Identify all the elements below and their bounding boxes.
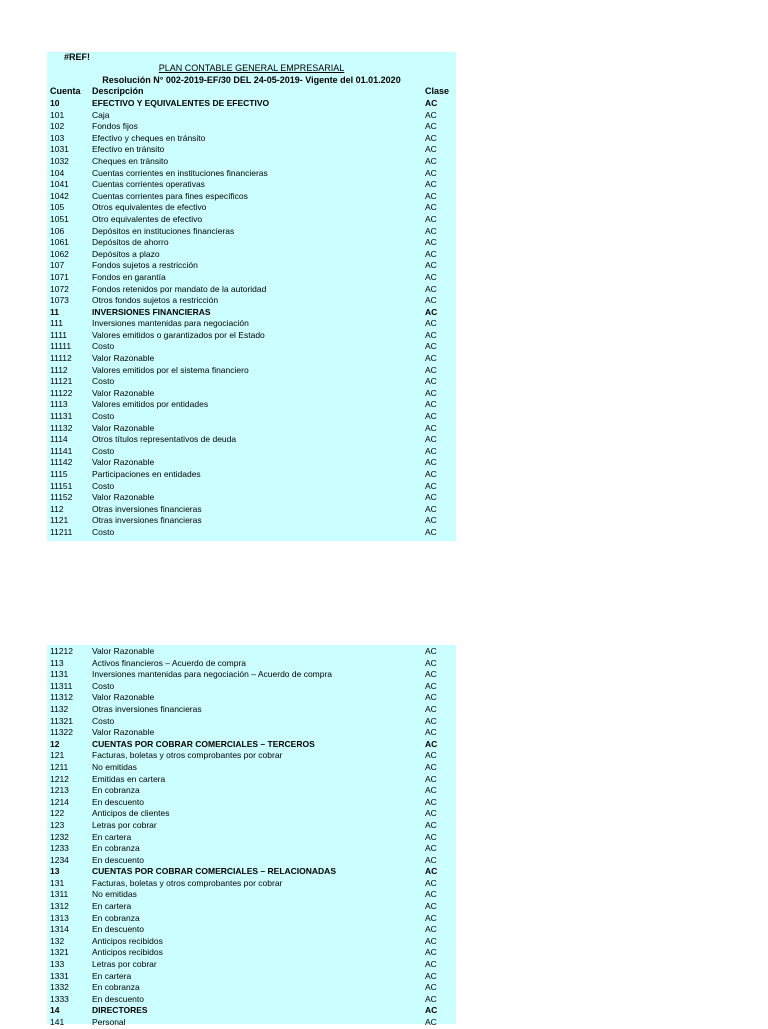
account-description: Valores emitidos por entidades — [92, 399, 209, 410]
account-code: 14 — [50, 1005, 60, 1016]
account-class: AC — [425, 225, 437, 236]
table-row — [47, 156, 456, 168]
account-description: Cheques en tránsito — [92, 155, 169, 166]
account-class: AC — [425, 796, 437, 807]
table-row — [47, 318, 456, 330]
account-code: 11212 — [50, 646, 74, 656]
table-row — [47, 750, 456, 762]
account-description: Valor Razonable — [92, 353, 155, 364]
table-row — [47, 226, 456, 238]
account-description: Efectivo en tránsito — [92, 144, 165, 155]
table-row — [47, 168, 456, 180]
table-row — [47, 878, 456, 890]
account-description: DIRECTORES — [92, 1005, 148, 1016]
account-class: AC — [425, 1005, 438, 1016]
account-code: 112 — [50, 503, 64, 514]
account-description: Facturas, boletas y otros comprobantes por cobrar — [92, 750, 283, 761]
table-row — [47, 330, 456, 342]
account-code: 103 — [50, 132, 65, 143]
account-class: AC — [425, 761, 437, 772]
account-code: 11152 — [50, 492, 73, 503]
account-code: 1313 — [50, 912, 69, 923]
account-code: 1214 — [50, 796, 69, 807]
account-description: Otro equivalentes de efectivo — [92, 213, 203, 224]
account-class: AC — [425, 843, 437, 854]
account-class: AC — [425, 1017, 437, 1027]
table-row — [47, 399, 456, 411]
account-description: En cobranza — [92, 785, 140, 796]
account-code: 10 — [50, 98, 60, 108]
account-class: AC — [425, 434, 437, 445]
account-rows — [47, 98, 456, 539]
table-row — [47, 901, 456, 913]
account-code: 1234 — [50, 854, 69, 865]
account-code: 11321 — [50, 715, 74, 726]
header-cuenta: Cuenta — [50, 86, 81, 96]
account-code: 1061 — [50, 237, 69, 248]
account-class: AC — [425, 318, 437, 329]
account-code: 1073 — [50, 295, 69, 306]
table-row — [47, 947, 456, 959]
table-row — [47, 832, 456, 844]
account-description: Otras inversiones financieras — [92, 703, 202, 714]
account-class: AC — [425, 155, 437, 166]
table-row — [47, 179, 456, 191]
account-description: En descuento — [92, 924, 144, 935]
account-code: 141 — [50, 1017, 65, 1027]
account-class: AC — [425, 959, 437, 970]
table-row — [47, 681, 456, 693]
table-row — [47, 249, 456, 261]
account-description: Depósitos a plazo — [92, 248, 160, 259]
account-code: 104 — [50, 167, 65, 178]
account-class: AC — [425, 515, 437, 526]
spreadsheet-page-1 — [47, 52, 456, 541]
account-code: 1321 — [50, 947, 69, 958]
account-description: Costo — [92, 680, 115, 691]
table-row — [47, 855, 456, 867]
account-description: Otras inversiones financieras — [92, 503, 202, 514]
account-class: AC — [425, 819, 437, 830]
account-code: 1131 — [50, 669, 69, 680]
account-class: AC — [425, 692, 437, 703]
table-row — [47, 353, 456, 365]
account-description: Fondos fijos — [92, 121, 138, 132]
account-code: 133 — [50, 959, 65, 970]
table-row — [47, 971, 456, 983]
account-code: 113 — [50, 657, 64, 668]
account-code: 107 — [50, 260, 65, 271]
account-description: Caja — [92, 109, 110, 120]
account-description: Costo — [92, 376, 115, 387]
account-code: 1112 — [50, 364, 68, 375]
account-description: En descuento — [92, 796, 144, 807]
account-description: Valor Razonable — [92, 492, 155, 503]
account-code: 1213 — [50, 785, 69, 796]
account-class: AC — [425, 808, 437, 819]
account-description: No emitidas — [92, 761, 137, 772]
table-row — [47, 646, 456, 658]
account-description: En cartera — [92, 901, 132, 912]
account-class: AC — [425, 179, 437, 190]
table-row — [47, 191, 456, 203]
account-code: 1115 — [50, 469, 68, 479]
spreadsheet-page-2 — [47, 645, 456, 1027]
table-row — [47, 994, 456, 1006]
table-row — [47, 504, 456, 516]
account-code: 11312 — [50, 692, 74, 703]
account-class: AC — [425, 422, 437, 433]
table-row — [47, 866, 456, 878]
table-row — [47, 133, 456, 145]
account-class: AC — [425, 935, 437, 946]
ref-error-cell: #REF! — [64, 52, 91, 62]
table-row — [47, 1017, 456, 1029]
account-code: 1051 — [50, 213, 69, 224]
table-row — [47, 669, 456, 681]
account-code: 1333 — [50, 993, 69, 1004]
table-row — [47, 98, 456, 110]
account-description: Emitidas en cartera — [92, 773, 166, 784]
table-row — [47, 808, 456, 820]
account-description: En cartera — [92, 831, 132, 842]
account-class: AC — [425, 901, 437, 912]
account-class: AC — [425, 213, 437, 224]
account-class: AC — [425, 680, 437, 691]
table-row — [47, 121, 456, 133]
table-row — [47, 727, 456, 739]
account-code: 11131 — [50, 411, 73, 422]
account-class: AC — [425, 982, 437, 993]
account-code: 1071 — [50, 271, 69, 282]
table-row — [47, 446, 456, 458]
document-title: PLAN CONTABLE GENERAL EMPRESARIAL — [158, 63, 345, 73]
account-code: 1072 — [50, 283, 69, 294]
account-class: AC — [425, 98, 438, 108]
account-code: 123 — [50, 819, 65, 830]
account-class: AC — [425, 970, 437, 981]
account-description: Otras inversiones financieras — [92, 515, 202, 526]
account-class: AC — [425, 109, 437, 120]
table-row — [47, 423, 456, 435]
account-code: 1312 — [50, 901, 69, 912]
account-description: Costo — [92, 480, 115, 491]
account-description: Valor Razonable — [92, 387, 155, 398]
account-description: Anticipos recibidos — [92, 947, 163, 958]
account-code: 11111 — [50, 341, 72, 352]
account-description: Anticipos de clientes — [92, 808, 170, 819]
account-class: AC — [425, 492, 437, 503]
table-row — [47, 692, 456, 704]
account-class: AC — [425, 877, 437, 888]
account-description: En cobranza — [92, 912, 140, 923]
table-row — [47, 936, 456, 948]
account-description: Efectivo y cheques en tránsito — [92, 132, 206, 143]
account-code: 11311 — [50, 680, 73, 691]
table-row — [47, 144, 456, 156]
account-class: AC — [425, 947, 437, 958]
account-description: Fondos retenidos por mandato de la autoridad — [92, 283, 267, 294]
table-row — [47, 295, 456, 307]
account-class: AC — [425, 329, 437, 340]
account-code: 11142 — [50, 457, 73, 468]
account-code: 1211 — [50, 761, 69, 772]
table-row — [47, 284, 456, 296]
account-code: 102 — [50, 121, 65, 132]
account-code: 1062 — [50, 248, 69, 259]
table-row — [47, 843, 456, 855]
account-description: Activos financieros – Acuerdo de compra — [92, 657, 247, 668]
account-class: AC — [425, 831, 437, 842]
account-description: En cobranza — [92, 843, 140, 854]
account-description: Otros fondos sujetos a restricción — [92, 295, 219, 306]
account-code: 1121 — [50, 515, 69, 526]
account-code: 11151 — [50, 480, 73, 491]
table-row — [47, 469, 456, 481]
account-description: No emitidas — [92, 889, 137, 900]
account-class: AC — [425, 773, 437, 784]
account-class: AC — [425, 283, 437, 294]
account-description: Costo — [92, 526, 115, 537]
account-class: AC — [425, 144, 437, 155]
account-code: 131 — [50, 877, 65, 888]
table-row — [47, 527, 456, 539]
account-class: AC — [425, 750, 437, 761]
table-row — [47, 889, 456, 901]
account-class: AC — [425, 993, 437, 1004]
table-row — [47, 785, 456, 797]
account-code: 1113 — [50, 399, 68, 410]
table-row — [47, 365, 456, 377]
account-class: AC — [425, 237, 437, 248]
account-class: AC — [425, 669, 437, 680]
account-code: 1132 — [50, 703, 69, 714]
account-class: AC — [425, 727, 437, 738]
account-code: 11322 — [50, 727, 74, 738]
account-class: AC — [425, 411, 437, 422]
table-row — [47, 716, 456, 728]
account-rows — [47, 646, 456, 1029]
account-description: Facturas, boletas y otros comprobantes por cobrar — [92, 877, 283, 888]
account-code: 111 — [50, 318, 63, 329]
account-class: AC — [425, 341, 437, 352]
account-code: 1232 — [50, 831, 69, 842]
account-class: AC — [425, 445, 437, 456]
table-row — [47, 260, 456, 272]
table-row — [47, 982, 456, 994]
account-code: 12 — [50, 738, 60, 749]
account-class: AC — [425, 526, 437, 537]
account-class: AC — [425, 260, 437, 271]
table-row — [47, 820, 456, 832]
account-description: Personal — [92, 1017, 126, 1027]
account-description: Costo — [92, 411, 115, 422]
account-class: AC — [425, 480, 437, 491]
account-class: AC — [425, 295, 437, 306]
account-class: AC — [425, 376, 437, 387]
account-class: AC — [425, 167, 437, 178]
account-class: AC — [425, 248, 437, 259]
table-row — [47, 411, 456, 423]
account-description: Inversiones mantenidas para negociación – Acuerdo de compra — [92, 669, 333, 680]
account-code: 11112 — [50, 353, 72, 364]
account-description: CUENTAS POR COBRAR COMERCIALES – TERCEROS — [92, 738, 315, 749]
account-class: AC — [425, 121, 437, 132]
table-row — [47, 237, 456, 249]
account-class: AC — [425, 912, 437, 923]
account-code: 1032 — [50, 155, 69, 166]
table-row — [47, 797, 456, 809]
account-code: 1114 — [50, 434, 68, 445]
account-class: AC — [425, 738, 438, 749]
table-row — [47, 388, 456, 400]
account-description: Otros títulos representativos de deuda — [92, 434, 237, 445]
account-class: AC — [425, 190, 437, 201]
account-code: 1233 — [50, 843, 69, 854]
account-class: AC — [425, 457, 437, 468]
account-description: Anticipos recibidos — [92, 935, 163, 946]
account-class: AC — [425, 924, 437, 935]
account-class: AC — [425, 657, 437, 668]
account-description: Valores emitidos por el sistema financiero — [92, 364, 249, 375]
account-code: 1041 — [50, 179, 69, 190]
table-row — [47, 214, 456, 226]
account-description: En descuento — [92, 854, 144, 865]
account-description: Valor Razonable — [92, 727, 155, 738]
account-code: 121 — [50, 750, 65, 761]
account-description: En cartera — [92, 970, 132, 981]
account-description: EFECTIVO Y EQUIVALENTES DE EFECTIVO — [92, 98, 270, 108]
account-code: 105 — [50, 202, 65, 213]
account-code: 1314 — [50, 924, 69, 935]
account-code: 1311 — [50, 889, 69, 900]
account-description: Valor Razonable — [92, 422, 155, 433]
account-description: Valor Razonable — [92, 457, 155, 468]
account-description: En cobranza — [92, 982, 140, 993]
column-header-row — [47, 86, 456, 97]
account-class: AC — [425, 353, 437, 364]
account-class: AC — [425, 646, 437, 656]
table-row — [47, 658, 456, 670]
table-row — [47, 1005, 456, 1017]
account-code: 1332 — [50, 982, 69, 993]
account-description: Valor Razonable — [92, 692, 155, 703]
account-class: AC — [425, 132, 437, 143]
account-class: AC — [425, 387, 437, 398]
table-row — [47, 376, 456, 388]
account-description: Valor Razonable — [92, 646, 155, 656]
table-row — [47, 913, 456, 925]
account-description: Costo — [92, 715, 115, 726]
table-row — [47, 959, 456, 971]
table-row — [47, 272, 456, 284]
account-class: AC — [425, 399, 437, 410]
account-description: Depósitos en instituciones financieras — [92, 225, 235, 236]
account-code: 1111 — [50, 329, 68, 340]
account-class: AC — [425, 202, 437, 213]
account-description: Cuentas corrientes en instituciones financieras — [92, 167, 268, 178]
account-description: Depósitos de ahorro — [92, 237, 169, 248]
table-row — [47, 481, 456, 493]
table-row — [47, 202, 456, 214]
account-class: AC — [425, 866, 438, 877]
account-class: AC — [425, 715, 437, 726]
account-description: INVERSIONES FINANCIERAS — [92, 306, 211, 317]
table-row — [47, 515, 456, 527]
account-code: 122 — [50, 808, 65, 819]
account-description: Otros equivalentes de efectivo — [92, 202, 207, 213]
account-code: 11 — [50, 306, 59, 317]
account-code: 101 — [50, 109, 65, 120]
table-row — [47, 492, 456, 504]
account-class: AC — [425, 503, 437, 514]
account-description: Inversiones mantenidas para negociación — [92, 318, 249, 329]
header-descripcion: Descripción — [92, 86, 144, 96]
account-description: En descuento — [92, 993, 144, 1004]
account-code: 1212 — [50, 773, 69, 784]
account-description: Valores emitidos o garantizados por el Estado — [92, 329, 265, 340]
account-code: 11121 — [50, 376, 73, 387]
table-row — [47, 457, 456, 469]
account-code: 11132 — [50, 422, 73, 433]
account-description: Costo — [92, 445, 115, 456]
account-description: CUENTAS POR COBRAR COMERCIALES – RELACIONADAS — [92, 866, 336, 877]
account-code: 11141 — [50, 445, 73, 456]
account-class: AC — [425, 364, 437, 375]
account-class: AC — [425, 889, 437, 900]
account-class: AC — [425, 306, 438, 317]
account-description: Participaciones en entidades — [92, 469, 201, 479]
table-row — [47, 762, 456, 774]
account-code: 1031 — [50, 144, 69, 155]
account-description: Costo — [92, 341, 115, 352]
account-description: Cuentas corrientes para fines específicos — [92, 190, 248, 201]
table-row — [47, 739, 456, 751]
account-class: AC — [425, 785, 437, 796]
table-row — [47, 774, 456, 786]
table-row — [47, 307, 456, 319]
account-class: AC — [425, 469, 437, 479]
account-class: AC — [425, 271, 437, 282]
header-clase: Clase — [425, 86, 450, 96]
table-row — [47, 110, 456, 122]
account-code: 13 — [50, 866, 60, 877]
account-description: Letras por cobrar — [92, 819, 157, 830]
table-row — [47, 704, 456, 716]
document-subtitle: Resolución N° 002-2019-EF/30 DEL 24-05-2019- Vigente del 01.01.2020 — [102, 75, 401, 85]
table-row — [47, 924, 456, 936]
account-code: 1331 — [50, 970, 69, 981]
account-class: AC — [425, 854, 437, 865]
account-description: Cuentas corrientes operativas — [92, 179, 205, 190]
account-description: Letras por cobrar — [92, 959, 157, 970]
account-class: AC — [425, 703, 437, 714]
table-row — [47, 341, 456, 353]
account-code: 11122 — [50, 387, 73, 398]
table-row — [47, 434, 456, 446]
account-code: 11211 — [50, 526, 73, 537]
account-code: 106 — [50, 225, 65, 236]
account-code: 132 — [50, 935, 65, 946]
account-description: Fondos en garantía — [92, 271, 166, 282]
account-code: 1042 — [50, 190, 69, 201]
account-description: Fondos sujetos a restricción — [92, 260, 198, 271]
